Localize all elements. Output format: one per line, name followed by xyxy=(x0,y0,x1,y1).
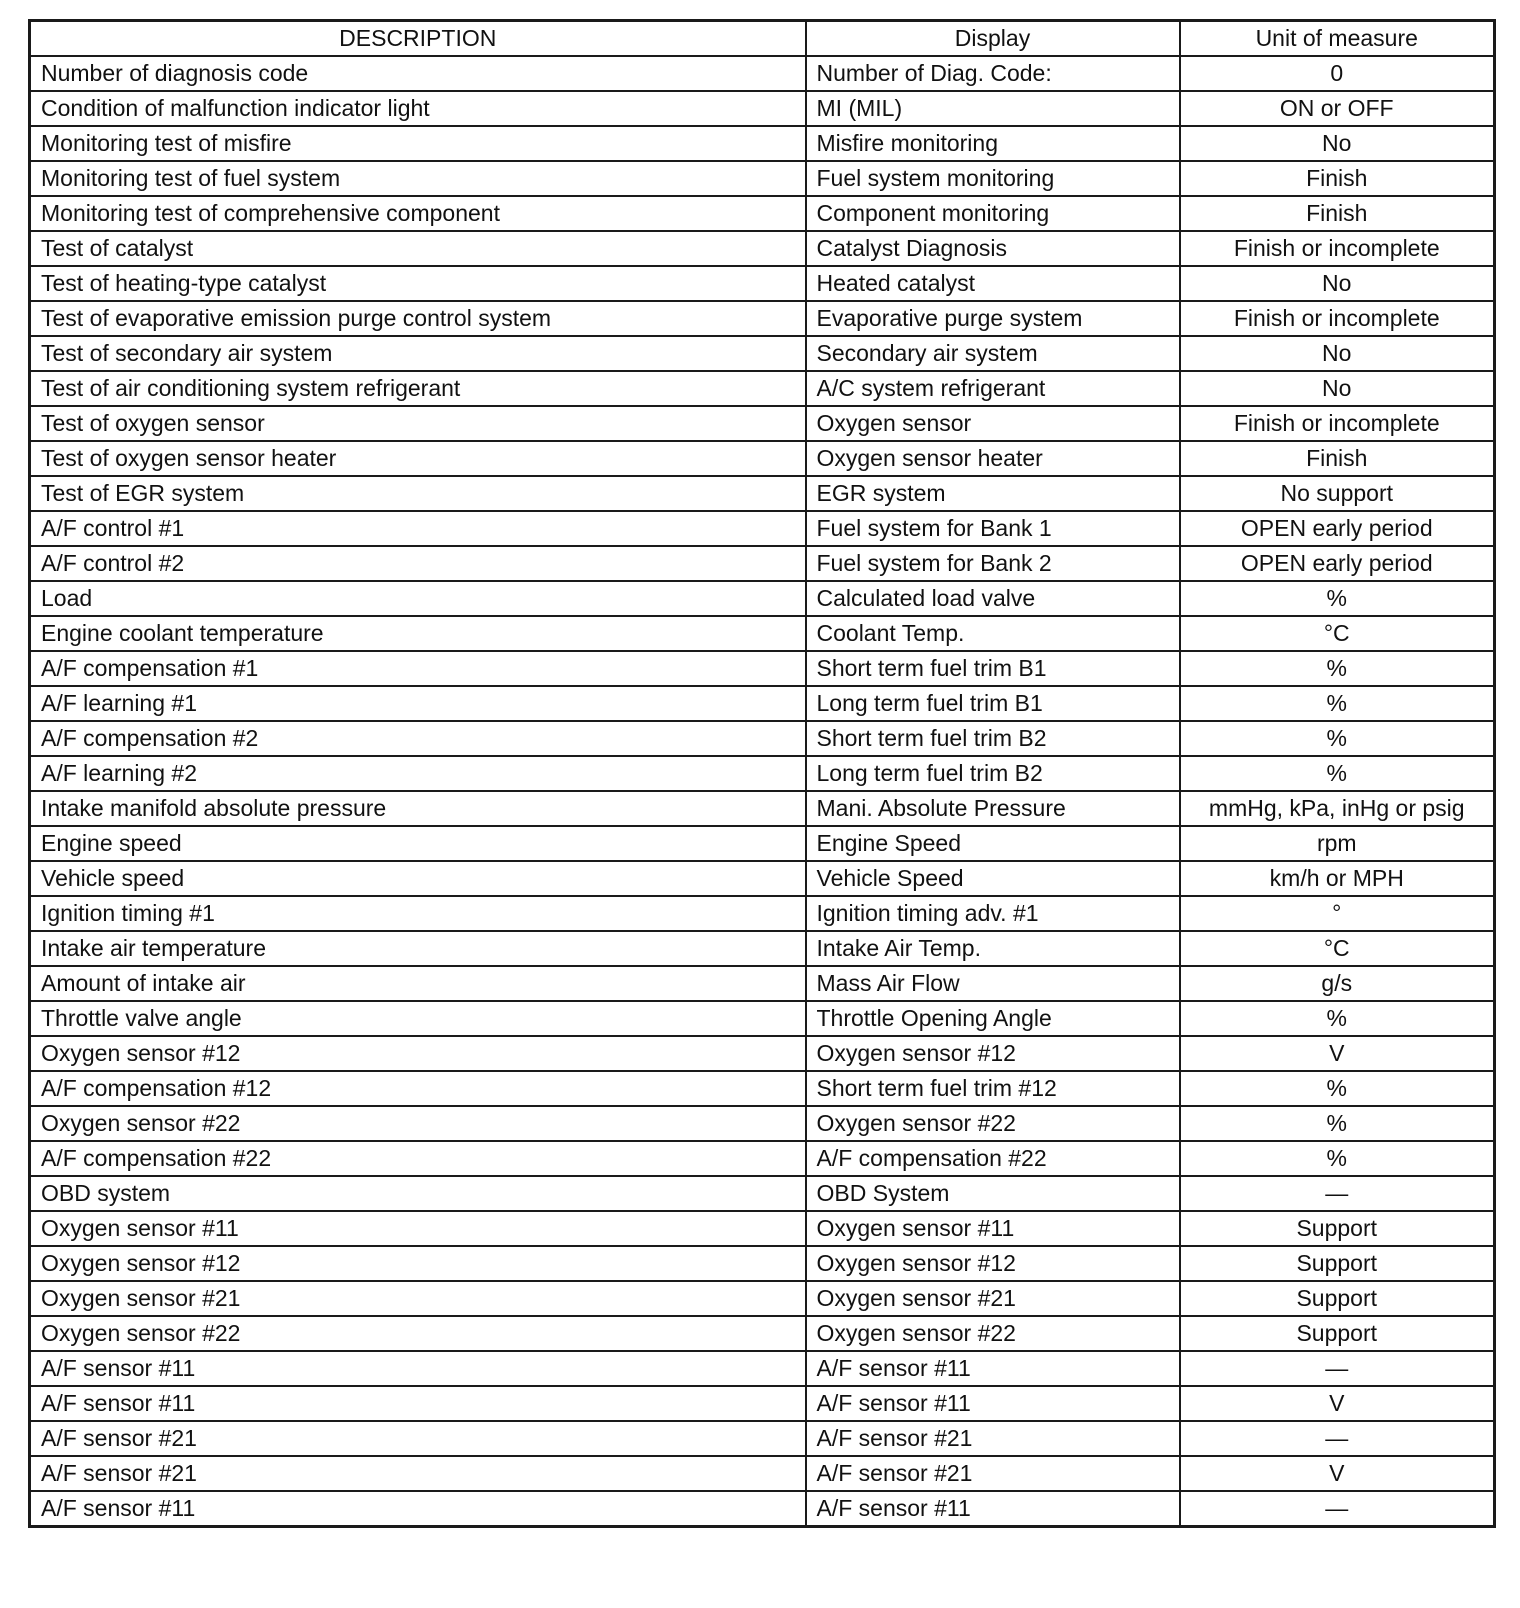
unit-cell: No xyxy=(1180,266,1495,301)
unit-cell: Support xyxy=(1180,1316,1495,1351)
table-row xyxy=(30,1211,1495,1246)
description-cell: Monitoring test of misfire xyxy=(30,126,806,161)
display-cell: Heated catalyst xyxy=(806,266,1180,301)
unit-cell: Support xyxy=(1180,1211,1495,1246)
description-cell: Load xyxy=(30,581,806,616)
description-cell: Amount of intake air xyxy=(30,966,806,1001)
unit-cell: Finish or incomplete xyxy=(1180,231,1495,266)
table-row xyxy=(30,266,1495,301)
display-cell: A/C system refrigerant xyxy=(806,371,1180,406)
table-row xyxy=(30,1351,1495,1386)
description-cell: Test of evaporative emission purge control system xyxy=(30,301,806,336)
description-cell: OBD system xyxy=(30,1176,806,1211)
description-cell: A/F compensation #22 xyxy=(30,1141,806,1176)
table-row xyxy=(30,651,1495,686)
table-row xyxy=(30,1316,1495,1351)
description-cell: Test of secondary air system xyxy=(30,336,806,371)
description-cell: A/F learning #1 xyxy=(30,686,806,721)
display-cell: Oxygen sensor #12 xyxy=(806,1036,1180,1071)
table-row xyxy=(30,336,1495,371)
table-row xyxy=(30,686,1495,721)
display-cell: Fuel system for Bank 2 xyxy=(806,546,1180,581)
display-cell: Short term fuel trim #12 xyxy=(806,1071,1180,1106)
table-row xyxy=(30,581,1495,616)
column-header-unit: Unit of measure xyxy=(1180,21,1495,57)
description-cell: Intake air temperature xyxy=(30,931,806,966)
unit-cell: % xyxy=(1180,651,1495,686)
description-cell: Oxygen sensor #22 xyxy=(30,1316,806,1351)
column-header-display: Display xyxy=(806,21,1180,57)
description-cell: Vehicle speed xyxy=(30,861,806,896)
unit-cell: °C xyxy=(1180,931,1495,966)
description-cell: A/F sensor #11 xyxy=(30,1386,806,1421)
display-cell: Long term fuel trim B1 xyxy=(806,686,1180,721)
display-cell: Fuel system monitoring xyxy=(806,161,1180,196)
unit-cell: — xyxy=(1180,1176,1495,1211)
description-cell: A/F compensation #1 xyxy=(30,651,806,686)
table-row xyxy=(30,371,1495,406)
description-cell: Throttle valve angle xyxy=(30,1001,806,1036)
display-cell: Oxygen sensor #21 xyxy=(806,1281,1180,1316)
unit-cell: V xyxy=(1180,1386,1495,1421)
description-cell: Condition of malfunction indicator light xyxy=(30,91,806,126)
table-row xyxy=(30,301,1495,336)
description-cell: Monitoring test of fuel system xyxy=(30,161,806,196)
display-cell: Number of Diag. Code: xyxy=(806,56,1180,91)
unit-cell: km/h or MPH xyxy=(1180,861,1495,896)
table-row xyxy=(30,1421,1495,1456)
table-row xyxy=(30,231,1495,266)
unit-cell: Finish xyxy=(1180,161,1495,196)
diagnostic-data-table xyxy=(28,19,1496,1528)
description-cell: Number of diagnosis code xyxy=(30,56,806,91)
display-cell: Oxygen sensor #22 xyxy=(806,1316,1180,1351)
unit-cell: V xyxy=(1180,1456,1495,1491)
display-cell: Oxygen sensor heater xyxy=(806,441,1180,476)
description-cell: Engine speed xyxy=(30,826,806,861)
unit-cell: rpm xyxy=(1180,826,1495,861)
table-row xyxy=(30,721,1495,756)
unit-cell: No xyxy=(1180,336,1495,371)
unit-cell: Finish xyxy=(1180,196,1495,231)
table-row xyxy=(30,406,1495,441)
table-row xyxy=(30,966,1495,1001)
description-cell: A/F control #2 xyxy=(30,546,806,581)
table-row xyxy=(30,1141,1495,1176)
description-cell: A/F learning #2 xyxy=(30,756,806,791)
description-cell: A/F sensor #11 xyxy=(30,1351,806,1386)
display-cell: Short term fuel trim B2 xyxy=(806,721,1180,756)
table-row xyxy=(30,861,1495,896)
table-row xyxy=(30,56,1495,91)
display-cell: Calculated load valve xyxy=(806,581,1180,616)
description-cell: A/F sensor #21 xyxy=(30,1421,806,1456)
description-cell: Test of oxygen sensor xyxy=(30,406,806,441)
display-cell: Vehicle Speed xyxy=(806,861,1180,896)
display-cell: Long term fuel trim B2 xyxy=(806,756,1180,791)
description-cell: Oxygen sensor #12 xyxy=(30,1036,806,1071)
table-row xyxy=(30,1106,1495,1141)
display-cell: Misfire monitoring xyxy=(806,126,1180,161)
display-cell: Oxygen sensor xyxy=(806,406,1180,441)
display-cell: A/F sensor #11 xyxy=(806,1351,1180,1386)
display-cell: Evaporative purge system xyxy=(806,301,1180,336)
unit-cell: Finish xyxy=(1180,441,1495,476)
display-cell: EGR system xyxy=(806,476,1180,511)
column-header-description: DESCRIPTION xyxy=(30,21,806,57)
description-cell: Intake manifold absolute pressure xyxy=(30,791,806,826)
display-cell: Oxygen sensor #22 xyxy=(806,1106,1180,1141)
unit-cell: Finish or incomplete xyxy=(1180,301,1495,336)
description-cell: A/F control #1 xyxy=(30,511,806,546)
display-cell: A/F sensor #11 xyxy=(806,1386,1180,1421)
table-row xyxy=(30,511,1495,546)
table-body xyxy=(30,56,1495,1527)
table-row xyxy=(30,441,1495,476)
description-cell: Ignition timing #1 xyxy=(30,896,806,931)
table-row xyxy=(30,1246,1495,1281)
table-row xyxy=(30,1176,1495,1211)
table-row xyxy=(30,756,1495,791)
display-cell: Coolant Temp. xyxy=(806,616,1180,651)
display-cell: A/F sensor #21 xyxy=(806,1421,1180,1456)
table-row xyxy=(30,161,1495,196)
table-row xyxy=(30,896,1495,931)
table-row xyxy=(30,826,1495,861)
unit-cell: Finish or incomplete xyxy=(1180,406,1495,441)
display-cell: Oxygen sensor #11 xyxy=(806,1211,1180,1246)
display-cell: Component monitoring xyxy=(806,196,1180,231)
display-cell: Mani. Absolute Pressure xyxy=(806,791,1180,826)
description-cell: Test of catalyst xyxy=(30,231,806,266)
unit-cell: % xyxy=(1180,756,1495,791)
unit-cell: V xyxy=(1180,1036,1495,1071)
display-cell: Ignition timing adv. #1 xyxy=(806,896,1180,931)
unit-cell: OPEN early period xyxy=(1180,546,1495,581)
table-row xyxy=(30,1001,1495,1036)
display-cell: Mass Air Flow xyxy=(806,966,1180,1001)
description-cell: Oxygen sensor #11 xyxy=(30,1211,806,1246)
description-cell: A/F sensor #21 xyxy=(30,1456,806,1491)
description-cell: Test of oxygen sensor heater xyxy=(30,441,806,476)
unit-cell: % xyxy=(1180,581,1495,616)
display-cell: A/F compensation #22 xyxy=(806,1141,1180,1176)
table-header-row xyxy=(30,21,1495,57)
unit-cell: % xyxy=(1180,1106,1495,1141)
display-cell: Short term fuel trim B1 xyxy=(806,651,1180,686)
description-cell: Test of heating-type catalyst xyxy=(30,266,806,301)
table-row xyxy=(30,616,1495,651)
unit-cell: g/s xyxy=(1180,966,1495,1001)
display-cell: OBD System xyxy=(806,1176,1180,1211)
description-cell: Test of air conditioning system refrigerant xyxy=(30,371,806,406)
description-cell: A/F compensation #12 xyxy=(30,1071,806,1106)
unit-cell: Support xyxy=(1180,1281,1495,1316)
unit-cell: OPEN early period xyxy=(1180,511,1495,546)
display-cell: A/F sensor #11 xyxy=(806,1491,1180,1527)
table-row xyxy=(30,1281,1495,1316)
description-cell: A/F sensor #11 xyxy=(30,1491,806,1527)
unit-cell: — xyxy=(1180,1351,1495,1386)
description-cell: Test of EGR system xyxy=(30,476,806,511)
table-row xyxy=(30,196,1495,231)
table-row xyxy=(30,91,1495,126)
unit-cell: % xyxy=(1180,721,1495,756)
display-cell: A/F sensor #21 xyxy=(806,1456,1180,1491)
unit-cell: 0 xyxy=(1180,56,1495,91)
unit-cell: % xyxy=(1180,1141,1495,1176)
display-cell: MI (MIL) xyxy=(806,91,1180,126)
unit-cell: No xyxy=(1180,371,1495,406)
unit-cell: ° xyxy=(1180,896,1495,931)
display-cell: Engine Speed xyxy=(806,826,1180,861)
diagnostic-table-sheet xyxy=(28,19,1493,1528)
unit-cell: % xyxy=(1180,1071,1495,1106)
table-row xyxy=(30,791,1495,826)
description-cell: Monitoring test of comprehensive component xyxy=(30,196,806,231)
display-cell: Intake Air Temp. xyxy=(806,931,1180,966)
unit-cell: ON or OFF xyxy=(1180,91,1495,126)
unit-cell: — xyxy=(1180,1421,1495,1456)
table-row xyxy=(30,1491,1495,1527)
unit-cell: No support xyxy=(1180,476,1495,511)
description-cell: Oxygen sensor #21 xyxy=(30,1281,806,1316)
display-cell: Oxygen sensor #12 xyxy=(806,1246,1180,1281)
table-row xyxy=(30,931,1495,966)
unit-cell: No xyxy=(1180,126,1495,161)
table-row xyxy=(30,476,1495,511)
unit-cell: Support xyxy=(1180,1246,1495,1281)
table-row xyxy=(30,1071,1495,1106)
display-cell: Catalyst Diagnosis xyxy=(806,231,1180,266)
display-cell: Fuel system for Bank 1 xyxy=(806,511,1180,546)
table-row xyxy=(30,1386,1495,1421)
unit-cell: % xyxy=(1180,686,1495,721)
unit-cell: — xyxy=(1180,1491,1495,1527)
description-cell: Engine coolant temperature xyxy=(30,616,806,651)
display-cell: Secondary air system xyxy=(806,336,1180,371)
unit-cell: °C xyxy=(1180,616,1495,651)
table-row xyxy=(30,126,1495,161)
display-cell: Throttle Opening Angle xyxy=(806,1001,1180,1036)
table-row xyxy=(30,546,1495,581)
description-cell: Oxygen sensor #22 xyxy=(30,1106,806,1141)
description-cell: Oxygen sensor #12 xyxy=(30,1246,806,1281)
table-row xyxy=(30,1456,1495,1491)
description-cell: A/F compensation #2 xyxy=(30,721,806,756)
unit-cell: % xyxy=(1180,1001,1495,1036)
table-row xyxy=(30,1036,1495,1071)
unit-cell: mmHg, kPa, inHg or psig xyxy=(1180,791,1495,826)
